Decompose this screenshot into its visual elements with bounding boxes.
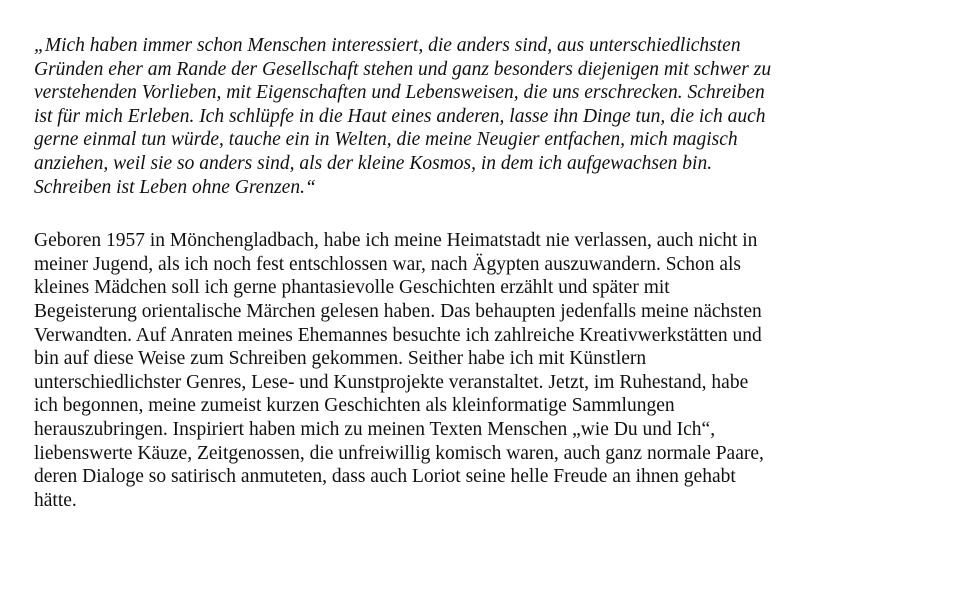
author-biography: Geboren 1957 in Mönchengladbach, habe ich meine Heimatstadt nie verlassen, auch nicht in meiner Jugend, als ich noch fest entschlossen war, nach Ägypten auszuwandern. Schon als kleines Mädchen soll ich gerne phantasievolle Geschichten erzählt und später mit Begeisterung orientalische Märchen gelesen haben. Das behaupten jedenfalls meine nächsten Verwandten. Auf Anraten meines Ehemannes besuchte ich zahlreiche Kreativwerkstätten und bin auf diese Weise zum Schreiben gekommen. Seither habe ich mit Künstlern unterschiedlichster Genres, Lese- und Kunstprojekte veranstaltet. Jetzt, im Ruhestand, habe ich begonnen, meine zumeist kurzen Geschichten als kleinformatige Sammlungen herauszubringen. Inspiriert haben mich zu meinen Texten Menschen „wie Du und Ich“, liebenswerte Käuze, Zeitgenossen, die unfreiwillig komisch waren, auch ganz normale Paare, deren Dialoge so satirisch anmuteten, dass auch Loriot seine helle Freude an ihnen gehabt hätte. <box>34 230 764 511</box>
author-quote: „Mich haben immer schon Menschen interessiert, die anders sind, aus unterschiedlichsten Gründen eher am Rande der Gesellschaft stehen und ganz besonders diejenigen mit schwer zu verstehenden Vorlieben, mit Eigenschaften und Lebensweisen, die uns erschrecken. Schreiben ist für mich Erleben. Ich schlüpfe in die Haut eines anderen, lasse ihn Dinge tun, die ich auch gerne einmal tun würde, tauche ein in Welten, die meine Neugier entfachen, mich magisch anziehen, weil sie so anders sind, als der kleine Kosmos, in dem ich aufgewachsen bin. Schreiben ist Leben ohne Grenzen.“ <box>34 35 772 198</box>
document-page <box>34 34 934 512</box>
